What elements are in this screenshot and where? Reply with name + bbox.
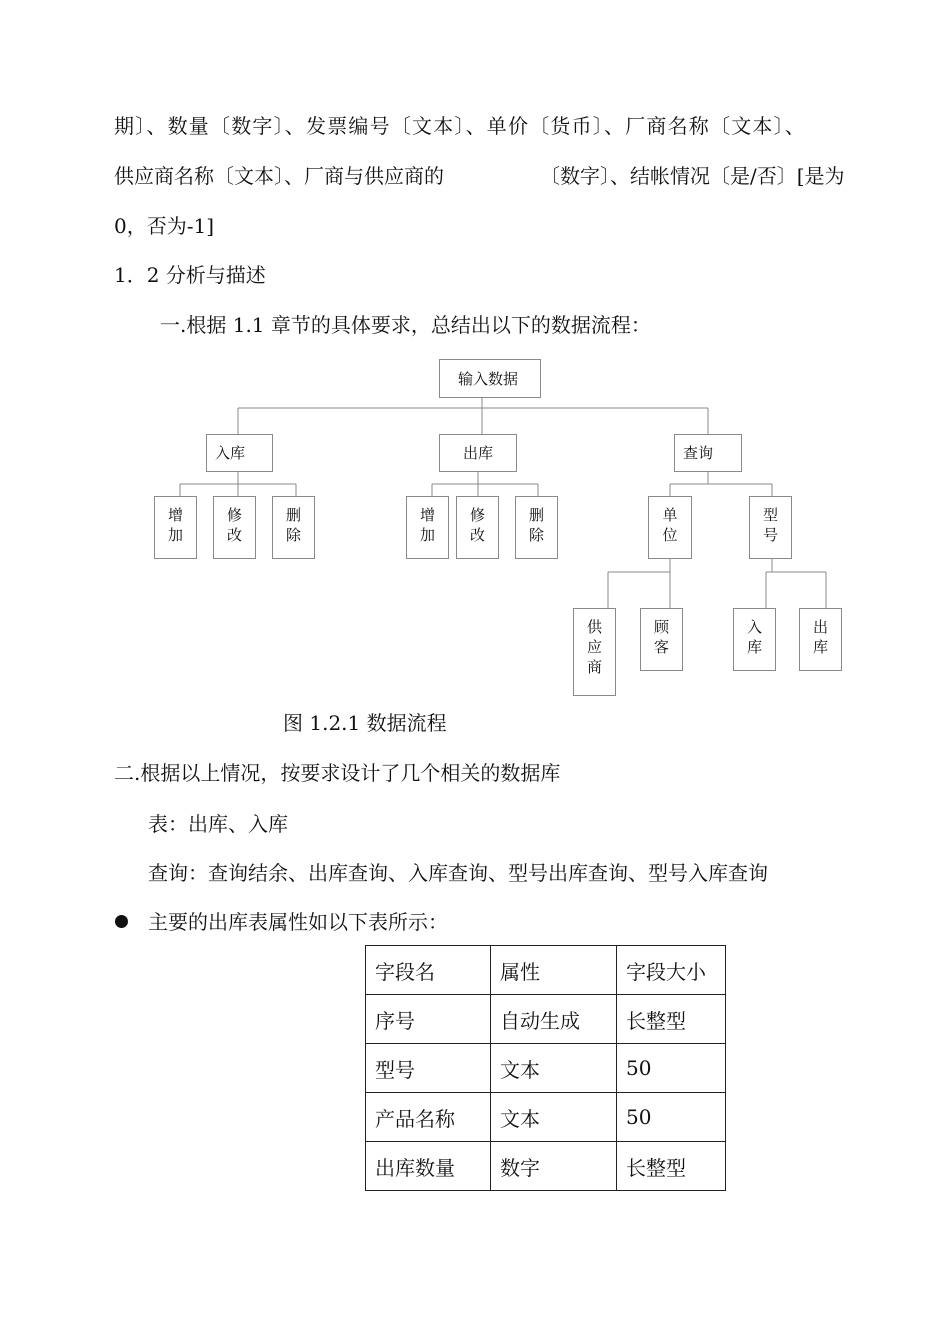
node-input-data (439, 359, 541, 398)
node-model-outbound (799, 608, 842, 671)
node-char: 出 (812, 618, 828, 636)
node-outbound (439, 434, 517, 472)
node-model-inbound (733, 608, 776, 671)
table-cell: 序号 (366, 995, 491, 1044)
paragraph-line-2b: 〔数字〕、结帐情况〔是/否〕[是为 (540, 164, 845, 188)
table-cell: 文本 (491, 1044, 617, 1093)
section-heading: 1．2 分析与描述 (114, 263, 266, 287)
paragraph-line-3: 0，否为-1] (114, 214, 215, 238)
outbound-attributes-table (365, 945, 726, 1191)
table-row (366, 1044, 726, 1093)
node-char: 除 (285, 526, 301, 544)
table-cell: 50 (617, 1044, 726, 1093)
queries-line: 查询：查询结余、出库查询、入库查询、型号出库查询、型号入库查询 (148, 861, 768, 885)
node-unit-customer (640, 608, 683, 671)
table-cell: 自动生成 (491, 995, 617, 1044)
table-cell: 型号 (366, 1044, 491, 1093)
node-query-label: 查询 (683, 444, 714, 462)
node-inbound-edit (213, 496, 256, 559)
table-cell: 出库数量 (366, 1142, 491, 1191)
table-header-cell: 字段大小 (617, 946, 726, 995)
paragraph-line-2a: 供应商名称〔文本〕、厂商与供应商的 (114, 164, 444, 188)
table-header-row (366, 946, 726, 995)
node-char: 改 (226, 526, 242, 544)
tables-line: 表：出库、入库 (148, 812, 288, 836)
node-unit-supplier (573, 608, 616, 696)
node-char: 应 (586, 638, 602, 656)
node-input-data-label: 输入数据 (458, 369, 519, 388)
node-char: 库 (812, 638, 828, 656)
node-inbound-delete (272, 496, 315, 559)
node-char: 改 (469, 526, 485, 544)
node-inbound (206, 434, 273, 472)
figure-caption: 图 1.2.1 数据流程 (283, 711, 447, 735)
table-cell: 数字 (491, 1142, 617, 1191)
node-inbound-label: 入库 (215, 444, 246, 462)
paragraph-line-1: 期〕、数量〔数字〕、发票编号〔文本〕、单价〔货币〕、厂商名称〔文本〕、 (114, 114, 806, 138)
node-char: 库 (746, 638, 762, 656)
node-char: 客 (653, 638, 669, 656)
node-outbound-delete (515, 496, 558, 559)
node-char: 加 (167, 526, 183, 544)
table-row (366, 995, 726, 1044)
node-char: 删 (285, 506, 301, 524)
node-outbound-add (406, 496, 449, 559)
node-query-model (749, 496, 792, 559)
node-inbound-add (154, 496, 197, 559)
node-char: 增 (419, 506, 435, 524)
table-cell: 长整型 (617, 995, 726, 1044)
node-char: 顾 (653, 618, 669, 636)
table-row (366, 1093, 726, 1142)
table-cell: 长整型 (617, 1142, 726, 1191)
intro-line: 一.根据 1.1 章节的具体要求，总结出以下的数据流程： (160, 313, 651, 337)
table-cell: 产品名称 (366, 1093, 491, 1142)
table-header-cell: 字段名 (366, 946, 491, 995)
node-query-unit (648, 496, 692, 559)
node-char: 位 (662, 526, 678, 544)
node-char: 单 (662, 506, 678, 524)
node-char: 修 (469, 506, 485, 524)
node-char: 入 (746, 618, 762, 636)
node-char: 加 (419, 526, 435, 544)
node-char: 商 (586, 658, 602, 676)
node-char: 号 (762, 526, 778, 544)
node-outbound-label: 出库 (463, 444, 494, 462)
section-two-line: 二.根据以上情况，按要求设计了几个相关的数据库 (114, 761, 561, 785)
table-row (366, 1142, 726, 1191)
node-query (674, 434, 742, 472)
node-char: 除 (528, 526, 544, 544)
node-outbound-edit (456, 496, 499, 559)
bullet-text: 主要的出库表属性如以下表所示： (148, 910, 448, 934)
node-char: 增 (167, 506, 183, 524)
node-char: 供 (586, 618, 602, 636)
table-cell: 50 (617, 1093, 726, 1142)
bullet-icon (115, 915, 128, 928)
node-char: 型 (762, 506, 778, 524)
table-header-cell: 属性 (491, 946, 617, 995)
node-char: 删 (528, 506, 544, 524)
node-char: 修 (226, 506, 242, 524)
table-cell: 文本 (491, 1093, 617, 1142)
